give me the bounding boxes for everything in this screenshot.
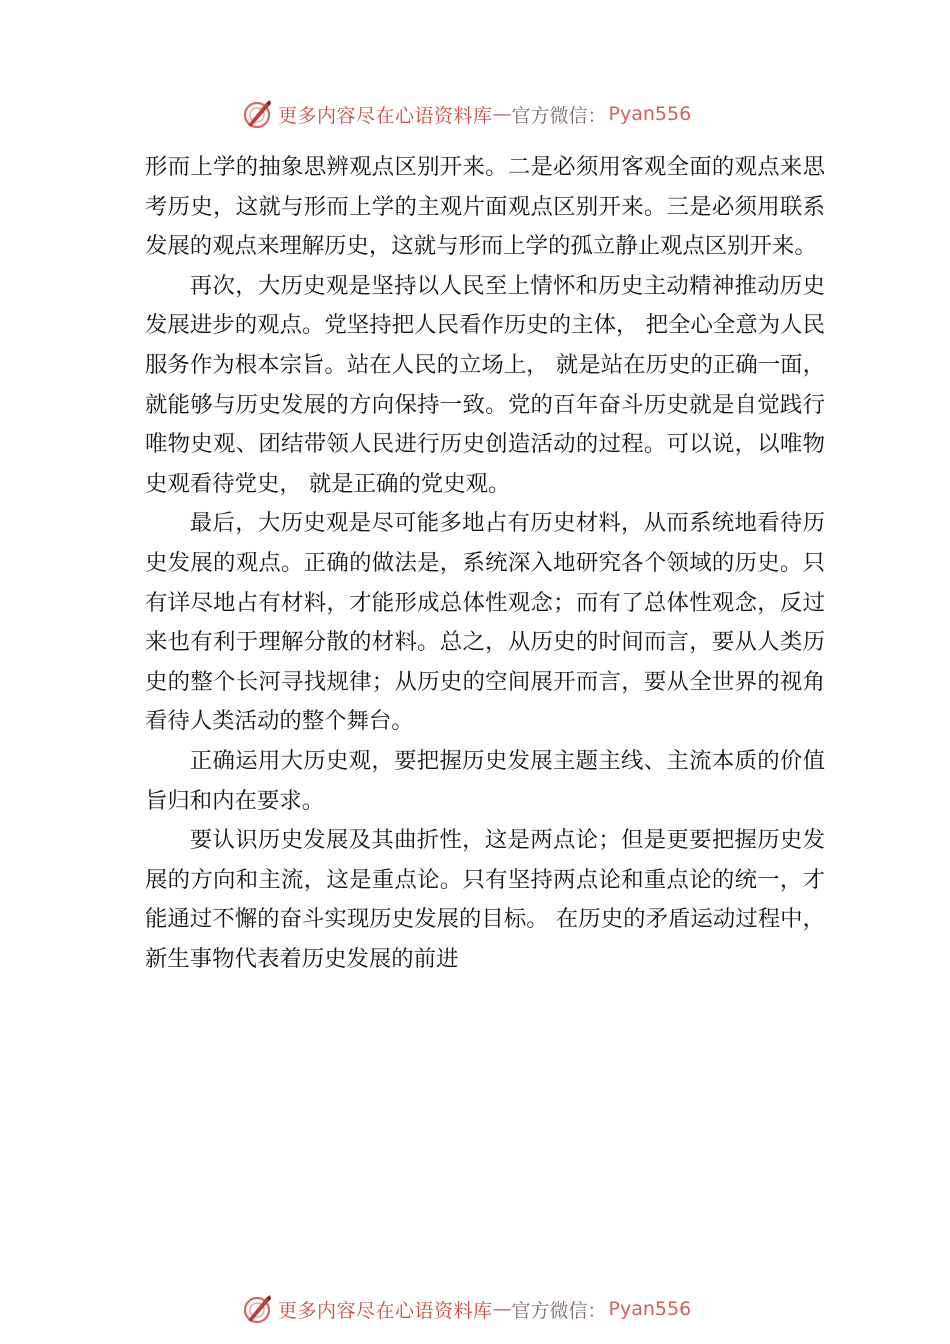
pen-circle-logo-icon [240,97,274,131]
banner-site-name: 更多内容尽在心语资料库 [278,104,493,127]
banner-wechat-label: 官方微信： [511,1299,607,1322]
banner-wechat-handle: Pyan556 [608,103,692,125]
paragraph-4: 正确运用大历史观，要把握历史发展主题主线、主流本质的价值旨归和内在要求。 [145,747,825,814]
banner-separator: — [492,1298,512,1320]
banner-wechat-handle: Pyan556 [608,1298,692,1320]
paragraph-2: 再次，大历史观是坚持以人民至上情怀和历史主动精神推动历史发展进步的观点。党坚持把人民看作历史的主体， 把全心全意为人民服务作为根本宗旨。站在人民的立场上， 就是站在历史的正确一面，就能够与历史发展的方向保持一致。党的百年奋斗历史就是自觉践行唯物史观、团结带领人民进行历史创造活动的过程。可以说，以唯物史观看待党史， 就是正确的党史观。 [145,272,825,497]
banner-separator: — [492,103,512,125]
footer-banner [240,1291,760,1327]
header-banner [240,96,760,132]
paragraph-3: 最后，大历史观是尽可能多地占有历史材料，从而系统地看待历史发展的观点。正确的做法是，系统深入地研究各个领域的历史。只有详尽地占有材料，才能形成总体性观念；而有了总体性观念，反过来也有利于理解分散的材料。总之，从历史的时间而言，要从人类历史的整个长河寻找规律；从历史的空间展开而言，要从全世界的视角看待人类活动的整个舞台。 [145,510,825,735]
paragraph-5: 要认识历史发展及其曲折性，这是两点论；但是更要把握历史发展的方向和主流，这是重点论。只有坚持两点论和重点论的统一，才能通过不懈的奋斗实现历史发展的目标。 在历史的矛盾运动过程中，新生事物代表着历史发展的前进 [145,827,825,972]
paragraph-1: 形而上学的抽象思辨观点区别开来。二是必须用客观全面的观点来思考历史，这就与形而上学的主观片面观点区别开来。三是必须用联系发展的观点来理解历史，这就与形而上学的孤立静止观点区别开来。 [145,154,825,260]
pen-circle-logo-icon [240,1292,274,1326]
document-body [145,148,825,979]
banner-site-name: 更多内容尽在心语资料库 [278,1299,493,1322]
banner-wechat-label: 官方微信： [511,104,607,127]
